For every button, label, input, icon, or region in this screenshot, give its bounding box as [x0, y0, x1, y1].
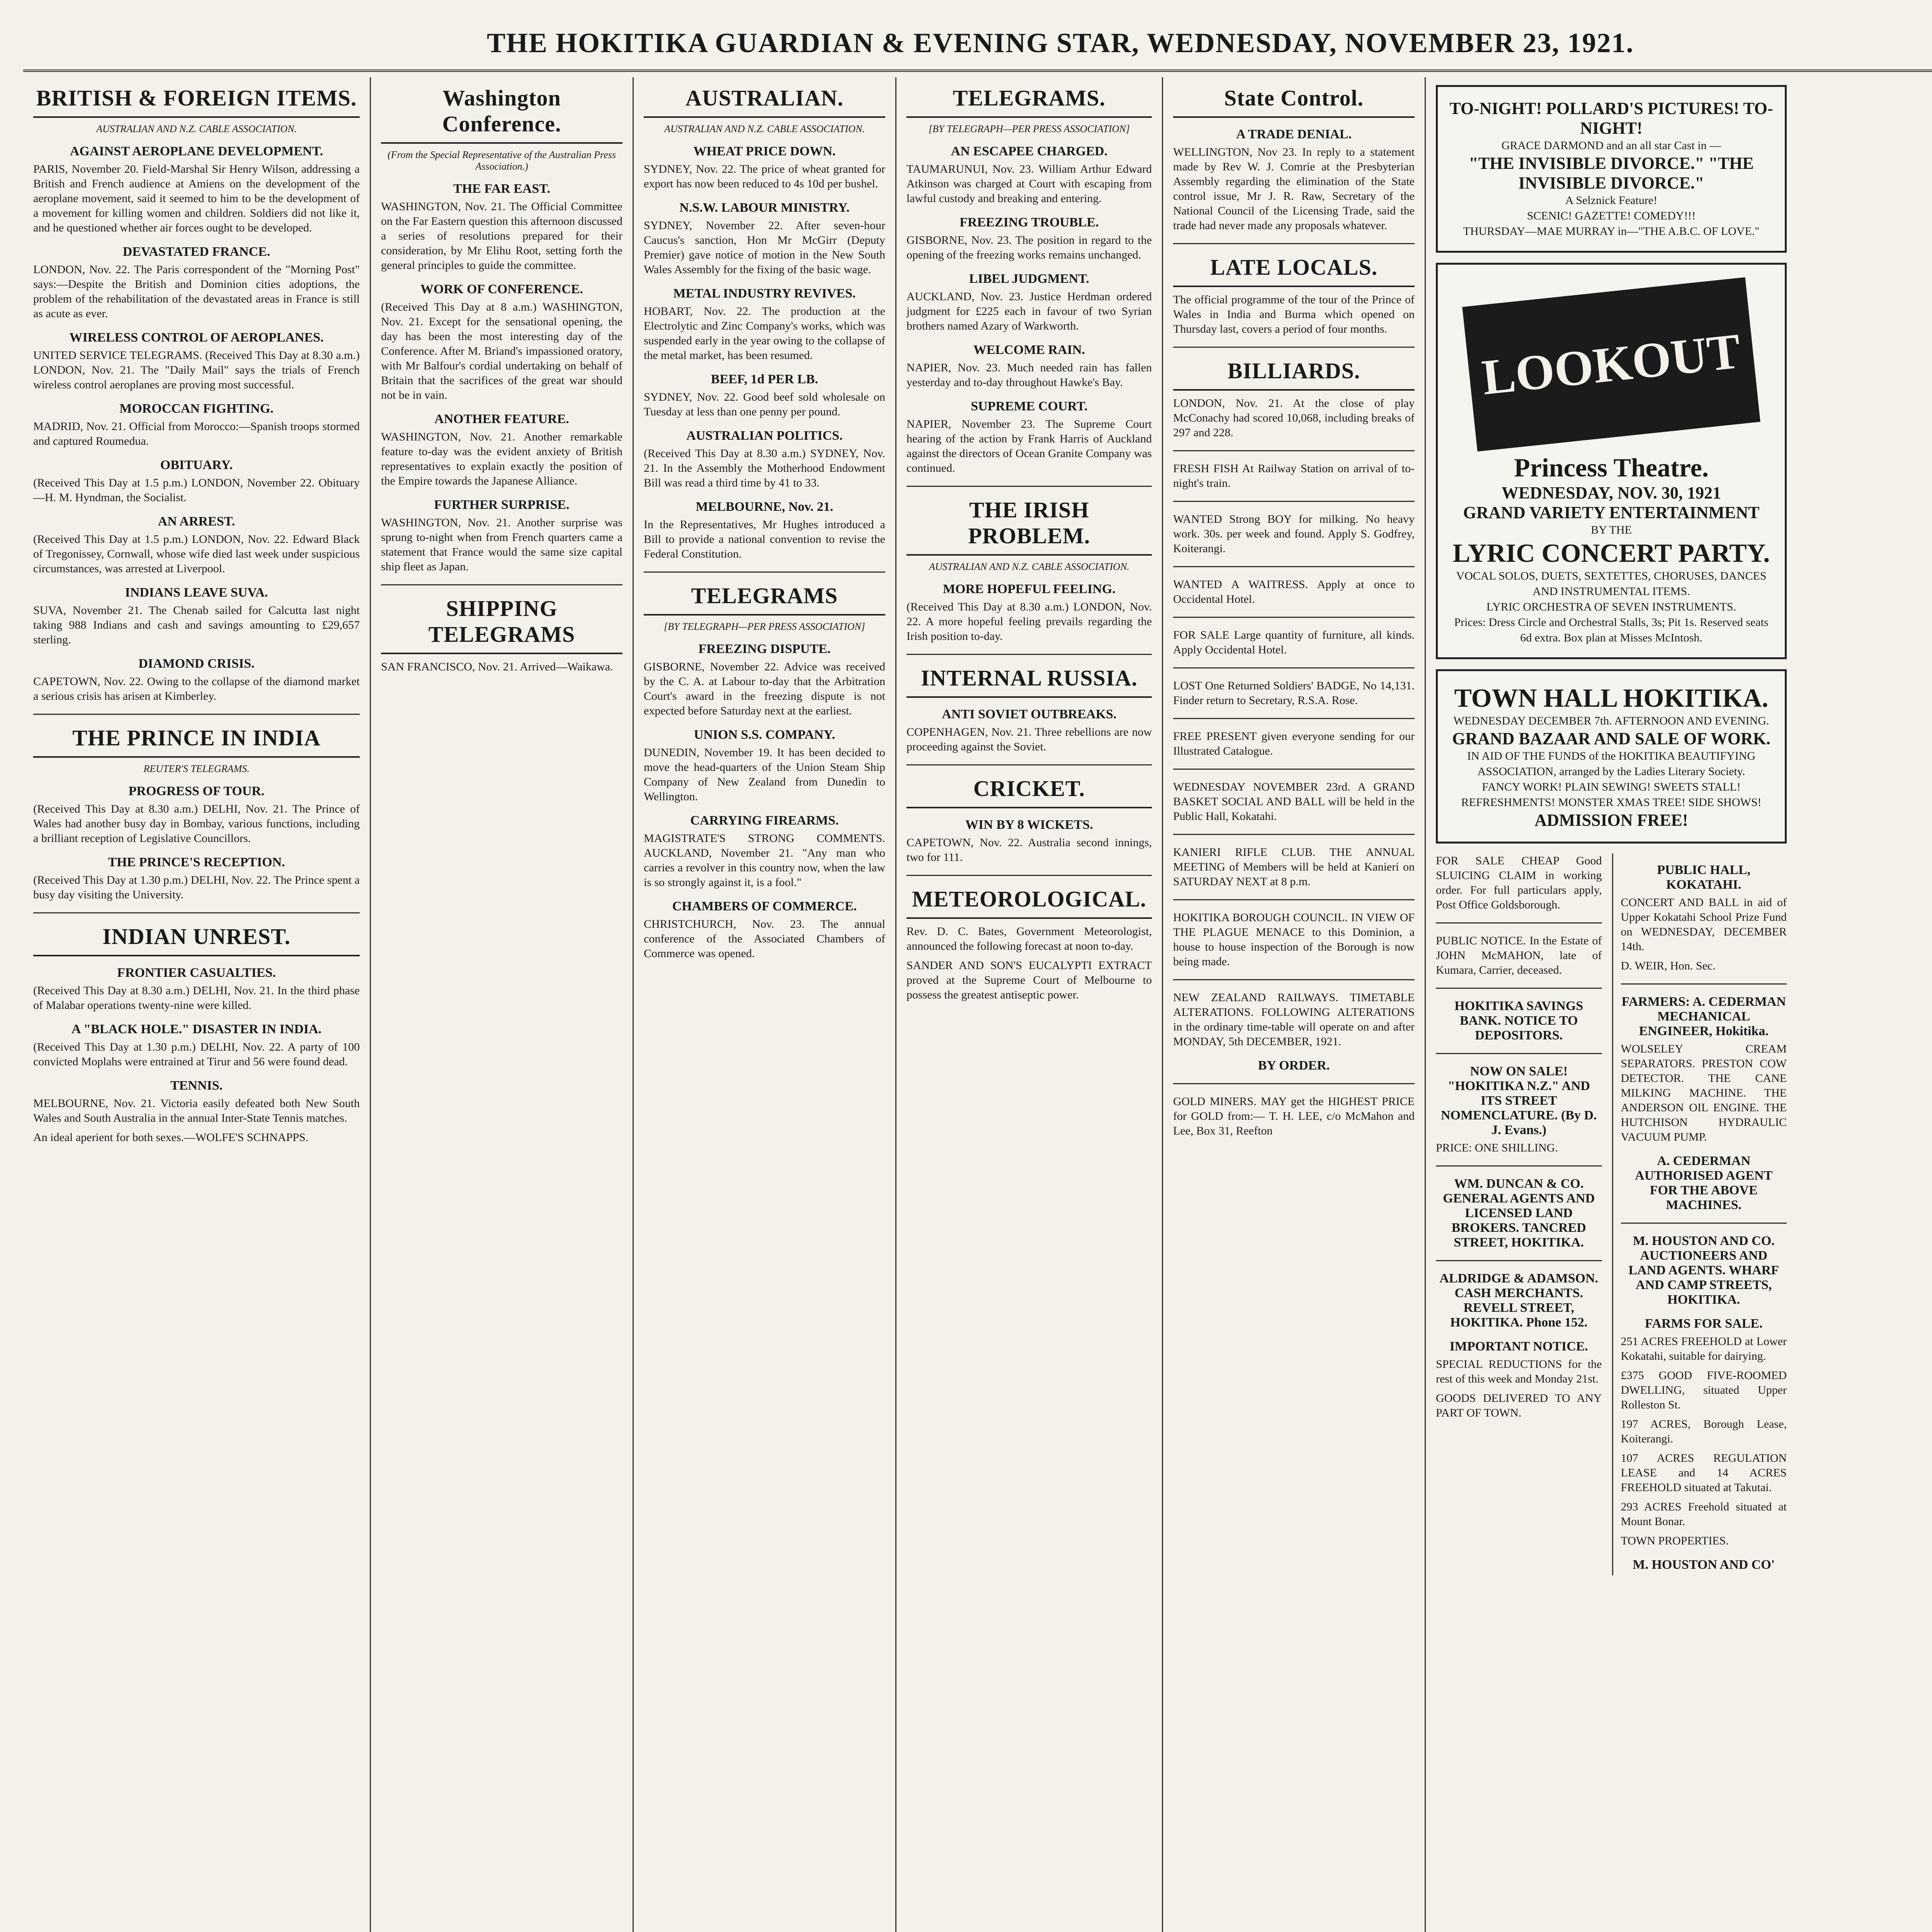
article-title: CARRYING FIREARMS.	[690, 813, 839, 828]
divider	[906, 654, 1152, 655]
section-heading: Washington Conference.	[381, 85, 622, 144]
classified-ad: TOWN PROPERTIES.	[1621, 1534, 1729, 1547]
section-source: [BY TELEGRAPH—PER PRESS ASSOCIATION]	[664, 621, 865, 632]
section-source: AUSTRALIAN AND N.Z. CABLE ASSOCIATION.	[664, 123, 865, 134]
article-text: (Received This Day at 8.30 a.m.) SYDNEY, Nov. 21. In the Assembly the Motherhood Endowment Bill was read a third time by 41 to 33.	[644, 447, 885, 489]
divider	[906, 764, 1152, 765]
divider	[1173, 899, 1415, 900]
lookout-graphic: LOOKOUT	[1462, 277, 1760, 452]
divider	[1436, 1260, 1602, 1261]
section-heading: INDIAN UNREST.	[33, 923, 360, 956]
article-title: MELBOURNE, Nov. 21.	[696, 500, 833, 514]
article-text: HOBART, Nov. 22. The production at the Electrolytic and Zinc Company's works, which was suspended early in the year owing to the collapse of the metal market, has been resumed.	[644, 305, 885, 362]
article-title: UNION S.S. COMPANY.	[694, 728, 835, 742]
classified-ad: IMPORTANT NOTICE.	[1449, 1339, 1588, 1354]
article-text: (Received This Day at 1.5 p.m.) LONDON, Nov. 22. Edward Black of Tregonissey, Cornwall, whose wife died last week under suspicious circumstances, was arrested at Liverpool.	[33, 533, 360, 575]
classified-ad: 251 ACRES FREEHOLD at Lower Kokatahi, suitable for dairying.	[1621, 1335, 1787, 1362]
princess-theatre-ad	[1436, 263, 1787, 659]
classified-ad: M. HOUSTON AND CO'	[1633, 1558, 1775, 1572]
section-source: AUSTRALIAN AND N.Z. CABLE ASSOCIATION.	[96, 123, 297, 134]
divider	[33, 714, 360, 715]
section-heading: THE PRINCE IN INDIA	[33, 725, 360, 758]
article-title: PROGRESS OF TOUR.	[128, 784, 265, 798]
article-title: FREEZING DISPUTE.	[698, 642, 831, 656]
townhall-bazaar: GRAND BAZAAR AND SALE OF WORK.	[1452, 729, 1770, 748]
article-title: MOROCCAN FIGHTING.	[119, 401, 274, 416]
section-source: AUSTRALIAN AND N.Z. CABLE ASSOCIATION.	[929, 561, 1129, 572]
classified-ad: WANTED Strong BOY for milking. No heavy work. 30s. per week and found. Apply S. Godfrey, Koiterangi.	[1173, 513, 1415, 555]
classified-ad: FOR SALE Large quantity of furniture, all kinds. Apply Occidental Hotel.	[1173, 629, 1415, 656]
column-washington-conference	[371, 77, 634, 1932]
article-title: BEEF, 1d PER LB.	[711, 372, 818, 386]
theatre-details: VOCAL SOLOS, DUETS, SEXTETTES, CHORUSES, DANCES AND INSTRUMENTAL ITEMS.	[1456, 570, 1767, 598]
article-text: UNITED SERVICE TELEGRAMS. (Received This Day at 8.30 a.m.) LONDON, Nov. 21. The "Daily Mail" says the trials of French wireless control aeroplanes are proving most successful.	[33, 349, 360, 391]
section-source: REUTER'S TELEGRAMS.	[143, 763, 250, 774]
article-text: SUVA, November 21. The Chenab sailed for Calcutta last night taking 988 Indians and cash and savings amounting to £29,657 sterling.	[33, 604, 360, 646]
column-telegrams	[896, 77, 1163, 1932]
cinema-line: SCENIC! GAZETTE! COMEDY!!!	[1527, 209, 1696, 222]
article-text: Rev. D. C. Bates, Government Meteorologist, announced the following forecast at noon to-day.	[906, 925, 1152, 952]
article-text: CAPETOWN, Nov. 22. Australia second innings, two for 111.	[906, 836, 1152, 864]
article-text: The official programme of the tour of the Prince of Wales in India and Burma which opened on Thursday last, covers a period of four months.	[1173, 293, 1415, 335]
section-heading: LATE LOCALS.	[1173, 254, 1415, 287]
divider	[1621, 1223, 1787, 1224]
article-text: COPENHAGEN, Nov. 21. Three rebellions are now proceeding against the Soviet.	[906, 726, 1152, 753]
section-source: (From the Special Representative of the Australian Press Association.)	[388, 149, 616, 172]
article-text: MELBOURNE, Nov. 21. Victoria easily defeated both New South Wales and South Australia in the annual Inter-State Tennis matches.	[33, 1097, 360, 1124]
divider	[1436, 922, 1602, 923]
classified-ad: 197 ACRES, Borough Lease, Koiterangi.	[1621, 1418, 1787, 1445]
cinema-line: THURSDAY—MAE MURRAY in—"THE A.B.C. OF LOVE."	[1463, 225, 1760, 238]
theatre-orchestra: LYRIC ORCHESTRA OF SEVEN INSTRUMENTS.	[1486, 600, 1736, 613]
section-heading: BRITISH & FOREIGN ITEMS.	[33, 85, 360, 118]
divider	[1621, 983, 1787, 985]
article-text: (Received This Day at 8.30 a.m.) DELHI, Nov. 21. In the third phase of Malabar operations twenty-nine were killed.	[33, 984, 360, 1012]
classified-ad: 293 ACRES Freehold situated at Mount Bonar.	[1621, 1500, 1787, 1528]
article-title: OBITUARY.	[160, 458, 233, 472]
article-title: INDIANS LEAVE SUVA.	[125, 585, 268, 600]
article-title: THE FAR EAST.	[453, 182, 550, 196]
theatre-name: Princess Theatre.	[1514, 453, 1709, 482]
classified-ad: WOLSELEY CREAM SEPARATORS. PRESTON COW DETECTOR. THE CANE MILKING MACHINE. THE ANDERSON OIL ENGINE. THE HUTCHISON HYDRAULIC VACUUM PUMP.	[1621, 1043, 1787, 1143]
article-text: SANDER AND SON'S EUCALYPTI EXTRACT proved at the Supreme Court of Melbourne to possess the greatest antiseptic power.	[906, 959, 1152, 1001]
column-state-control	[1163, 77, 1426, 1932]
cinema-feature: "THE INVISIBLE DIVORCE." "THE INVISIBLE DIVORCE."	[1469, 154, 1754, 192]
townhall-aid: IN AID OF THE FUNDS of the HOKITIKA BEAUTIFYING ASSOCIATION, arranged by the Ladies Literary Society.	[1467, 750, 1756, 778]
article-text: WELLINGTON, Nov 23. In reply to a statement made by Rev W. J. Comrie at the Presbyterian Assembly regarding the elimination of the State control issue, Mr J. R. Raw, Secretary of the National Council of the Licensing Trade, said the trade had never made any proposals whatever.	[1173, 146, 1415, 232]
section-heading: TELEGRAMS.	[906, 85, 1152, 118]
classified-ad: SPECIAL REDUCTIONS for the rest of this week and Monday 21st.	[1436, 1358, 1602, 1385]
article-title: THE PRINCE'S RECEPTION.	[108, 855, 285, 869]
article-title: N.S.W. LABOUR MINISTRY.	[679, 201, 850, 215]
article-title: A TRADE DENIAL.	[1236, 127, 1352, 141]
article-text: SYDNEY, Nov. 22. Good beef sold wholesale on Tuesday at less than one penny per pound.	[644, 391, 885, 418]
article-title: SUPREME COURT.	[971, 399, 1088, 413]
column-british-foreign	[23, 77, 371, 1932]
article-title: WIRELESS CONTROL OF AEROPLANES.	[69, 330, 324, 345]
article-text: SAN FRANCISCO, Nov. 21. Arrived—Waikawa.	[381, 660, 613, 673]
article-title: METAL INDUSTRY REVIVES.	[673, 286, 856, 301]
cinema-line: GRACE DARMOND and an all star Cast in —	[1501, 139, 1721, 152]
article-text: PARIS, November 20. Field-Marshal Sir Henry Wilson, addressing a British and French audience at Amiens on the development of the aeroplane movement, said it seemed to him to be the development of a movement for killing women and children. Soldiers did not like it, and he questioned whether air forces ought to be developed.	[33, 163, 360, 234]
section-heading: TELEGRAMS	[644, 583, 885, 616]
classified-ad: PRICE: ONE SHILLING.	[1436, 1141, 1558, 1154]
article-text: SYDNEY, November 22. After seven-hour Caucus's sanction, Hon Mr McGirr (Deputy Premier) gave notice of motion in the New South Wales Assembly for the fixing of the basic wage.	[644, 219, 885, 276]
classified-ad: ALDRIDGE & ADAMSON. CASH MERCHANTS. REVELL STREET, HOKITIKA. Phone 152.	[1439, 1271, 1599, 1330]
article-title: A "BLACK HOLE." DISASTER IN INDIA.	[71, 1022, 322, 1036]
section-heading: SHIPPING TELEGRAMS	[381, 595, 622, 654]
article-text: AUCKLAND, Nov. 23. Justice Herdman ordered judgment for £225 each in favour of two Syrian brothers named Azary of Warkworth.	[906, 290, 1152, 332]
townhall-admission: ADMISSION FREE!	[1534, 811, 1688, 830]
article-title: CHAMBERS OF COMMERCE.	[672, 899, 857, 913]
column-australian	[634, 77, 896, 1932]
classified-ad: KANIERI RIFLE CLUB. THE ANNUAL MEETING of Members will be held at Kanieri on SATURDAY NEXT at 8 p.m.	[1173, 846, 1415, 888]
theatre-by: BY THE	[1591, 524, 1632, 536]
article-text: WASHINGTON, Nov. 21. The Official Committee on the Far Eastern question this afternoon discussed a series of resolutions prepared for their consideration, by Mr Elihu Root, setting forth the general principles to guide the committee.	[381, 200, 622, 272]
classified-ad: FOR SALE CHEAP Good SLUICING CLAIM in working order. For full particulars apply, Post Office Goldsborough.	[1436, 854, 1602, 911]
lower-ads	[1436, 854, 1787, 1575]
classified-ad: HOKITIKA BOROUGH COUNCIL. IN VIEW OF THE PLAGUE MENACE to this Dominion, a house to house inspection of the Borough is now being made.	[1173, 911, 1415, 968]
divider	[1173, 718, 1415, 719]
town-hall-ad	[1436, 669, 1787, 844]
classified-ad: 107 ACRES REGULATION LEASE and 14 ACRES FREEHOLD situated at Takutai.	[1621, 1452, 1787, 1494]
cinema-line: TO-NIGHT! POLLARD'S PICTURES! TO-NIGHT!	[1449, 99, 1773, 138]
article-text: GISBORNE, November 22. Advice was received by the C. A. at Labour to-day that the Arbitration Court's award in the freezing dispute is not expected before Saturday next at the earliest.	[644, 660, 885, 717]
footer-ad: An ideal aperient for both sexes.—WOLFE'S SCHNAPPS.	[33, 1131, 309, 1144]
section-heading: METEOROLOGICAL.	[906, 886, 1152, 919]
article-text: NAPIER, Nov. 23. Much needed rain has fallen yesterday and to-day throughout Hawke's Bay.	[906, 361, 1152, 389]
townhall-date: WEDNESDAY DECEMBER 7th. AFTERNOON AND EVENING.	[1453, 714, 1769, 727]
article-text: (Received This Day at 8 a.m.) WASHINGTON, Nov. 21. Except for the sensational opening, the day has been the most interesting day of the Conference. After M. Briand's impassioned oratory, with Mr Balfour's cordial undertaking on behalf of Britain that the sacrifices of the great war should not be in vain.	[381, 301, 622, 401]
article-title: FURTHER SURPRISE.	[434, 498, 570, 512]
article-text: MADRID, Nov. 21. Official from Morocco:—Spanish troops stormed and captured Roumedua.	[33, 420, 360, 447]
cinema-line: A Selznick Feature!	[1565, 194, 1658, 207]
section-heading: CRICKET.	[906, 776, 1152, 808]
article-title: DEVASTATED FRANCE.	[122, 245, 270, 259]
section-heading: BILLIARDS.	[1173, 358, 1415, 391]
classified-ad: D. WEIR, Hon. Sec.	[1621, 959, 1716, 972]
divider	[1173, 566, 1415, 567]
article-text: WASHINGTON, Nov. 21. Another surprise was sprung to-night when from French quarters came a statement that France would the same size capital ship fleet as Japan.	[381, 516, 622, 573]
theatre-grand: GRAND VARIETY ENTERTAINMENT	[1463, 503, 1760, 522]
ads-left	[1436, 854, 1602, 1575]
section-heading: THE IRISH PROBLEM.	[906, 497, 1152, 556]
divider	[1436, 988, 1602, 989]
classified-ad: PUBLIC NOTICE. In the Estate of JOHN McMAHON, late of Kumara, Carrier, deceased.	[1436, 934, 1602, 976]
article-text: (Received This Day at 1.30 p.m.) DELHI, Nov. 22. The Prince spent a busy day visiting the University.	[33, 874, 360, 901]
article-text: MAGISTRATE'S STRONG COMMENTS. AUCKLAND, November 21. "Any man who carries a revolver in this country now, when the law is so strongly against it, is a fool."	[644, 832, 885, 889]
article-title: ANTI SOVIET OUTBREAKS.	[942, 707, 1117, 721]
classified-ad: FRESH FISH At Railway Station on arrival of to-night's train.	[1173, 462, 1415, 490]
article-text: WASHINGTON, Nov. 21. Another remarkable feature to-day was the evident anxiety of British representatives to explain exactly the position of the Empire towards the Japanese Alliance.	[381, 430, 622, 487]
section-heading: AUSTRALIAN.	[644, 85, 885, 118]
classified-ad: M. HOUSTON AND CO. AUCTIONEERS AND LAND AGENTS. WHARF AND CAMP STREETS, HOKITIKA.	[1628, 1234, 1779, 1307]
article-text: GISBORNE, Nov. 23. The position in regard to the opening of the freezing works remains unchanged.	[906, 234, 1152, 261]
classified-ad: LOST One Returned Soldiers' BADGE, No 14,131. Finder return to Secretary, R.S.A. Rose.	[1173, 679, 1415, 707]
article-text: In the Representatives, Mr Hughes introduced a Bill to provide a national convention to revise the Federal Constitution.	[644, 518, 885, 560]
divider	[1173, 617, 1415, 618]
pollards-pictures-ad	[1436, 85, 1787, 253]
article-title: AUSTRALIAN POLITICS.	[686, 429, 843, 443]
article-title: WELCOME RAIN.	[973, 343, 1085, 357]
article-text: SYDNEY, Nov. 22. The price of wheat granted for export has now been reduced to 4s 10d per bushel.	[644, 163, 885, 190]
article-title: AN ESCAPEE CHARGED.	[951, 144, 1108, 158]
divider	[1436, 1053, 1602, 1054]
theatre-prices: Prices: Dress Circle and Orchestral Stalls, 3s; Pit 1s. Reserved seats 6d extra. Box plan at Misses McIntosh.	[1454, 616, 1769, 644]
divider	[1436, 1165, 1602, 1167]
classified-ad: GOODS DELIVERED TO ANY PART OF TOWN.	[1436, 1392, 1602, 1419]
article-text: CAPETOWN, Nov. 22. Owing to the collapse of the diamond market a serious crisis has arisen at Kimberley.	[33, 675, 360, 702]
section-heading: State Control.	[1173, 85, 1415, 118]
article-title: MORE HOPEFUL FEELING.	[943, 582, 1116, 596]
article-title: AGAINST AEROPLANE DEVELOPMENT.	[70, 144, 323, 158]
article-text: NAPIER, November 23. The Supreme Court hearing of the action by Frank Harris of Auckland against the directors of Ocean Granite Company was continued.	[906, 418, 1152, 474]
section-heading: INTERNAL RUSSIA.	[906, 665, 1152, 698]
article-text: (Received This Day at 1.5 p.m.) LONDON, November 22. Obituary—H. M. Hyndman, the Socialist.	[33, 476, 360, 504]
divider	[1173, 243, 1415, 244]
classified-ad: PUBLIC HALL, KOKATAHI.	[1657, 863, 1751, 892]
article-title: DIAMOND CRISIS.	[138, 656, 255, 671]
divider	[1173, 501, 1415, 502]
divider	[906, 486, 1152, 487]
newspaper-title: THE HOKITIKA GUARDIAN & EVENING STAR, WEDNESDAY, NOVEMBER 23, 1921.	[487, 27, 1634, 58]
townhall-title: TOWN HALL HOKITIKA.	[1454, 683, 1769, 713]
article-title: LIBEL JUDGMENT.	[969, 272, 1090, 286]
article-title: FRONTIER CASUALTIES.	[117, 966, 276, 980]
classified-ad: FARMERS: A. CEDERMAN MECHANICAL ENGINEER, Hokitika.	[1621, 995, 1786, 1038]
classified-ad: NOW ON SALE! "HOKITIKA N.Z." AND ITS STREET NOMENCLATURE. (By D. J. Evans.)	[1440, 1064, 1597, 1137]
divider	[906, 875, 1152, 876]
divider	[1173, 769, 1415, 770]
masthead	[23, 15, 1932, 72]
article-title: ANOTHER FEATURE.	[434, 412, 569, 426]
article-title: WIN BY 8 WICKETS.	[965, 818, 1093, 832]
classified-ad: WEDNESDAY NOVEMBER 23rd. A GRAND BASKET SOCIAL AND BALL will be held in the Public Hall, Kokatahi.	[1173, 781, 1415, 823]
classified-ad: WANTED A WAITRESS. Apply at once to Occidental Hotel.	[1173, 578, 1415, 605]
classified-ad: GOLD MINERS. MAY get the HIGHEST PRICE for GOLD from:— T. H. LEE, c/o McMahon and Lee, Box 31, Reefton	[1173, 1095, 1415, 1137]
theatre-date: WEDNESDAY, NOV. 30, 1921	[1501, 483, 1721, 502]
article-text: LONDON, Nov. 21. At the close of play McConachy had scored 10,068, including breaks of 297 and 228.	[1173, 397, 1415, 439]
classified-ad: WM. DUNCAN & CO. GENERAL AGENTS AND LICENSED LAND BROKERS. TANCRED STREET, HOKITIKA.	[1443, 1177, 1595, 1250]
article-text: (Received This Day at 1.30 p.m.) DELHI, Nov. 22. A party of 100 convicted Moplahs were entrained at Tirur and 56 were found dead.	[33, 1041, 360, 1068]
divider	[1173, 347, 1415, 348]
article-title: TENNIS.	[170, 1078, 223, 1093]
divider	[1173, 667, 1415, 668]
divider	[1173, 979, 1415, 980]
ad-heading: BY ORDER.	[1258, 1058, 1330, 1073]
article-title: WHEAT PRICE DOWN.	[693, 144, 836, 158]
article-text: LONDON, Nov. 22. The Paris correspondent of the "Morning Post" says:—Despite the British and Dominion cities adoptions, the problem of the rehabilitation of the devastated areas in France is still as acute as ever.	[33, 263, 360, 320]
classified-ad: HOKITIKA SAVINGS BANK. NOTICE TO DEPOSITORS.	[1454, 999, 1583, 1043]
article-title: FREEZING TROUBLE.	[959, 215, 1099, 230]
theatre-party: LYRIC CONCERT PARTY.	[1452, 538, 1770, 568]
section-source: [BY TELEGRAPH—PER PRESS ASSOCIATION]	[929, 123, 1130, 134]
divider	[1173, 834, 1415, 835]
classified-ad: FARMS FOR SALE.	[1645, 1316, 1763, 1331]
article-text: (Received This Day at 8.30 a.m.) LONDON, Nov. 22. A more hopeful feeling prevails regarding the Irish position to-day.	[906, 600, 1152, 643]
article-title: AN ARREST.	[158, 514, 235, 529]
article-text: TAUMARUNUI, Nov. 23. William Arthur Edward Atkinson was charged at Court with escaping from lawful custody and breaking and entering.	[906, 163, 1152, 205]
townhall-stalls: FANCY WORK! PLAIN SEWING! SWEETS STALL! REFRESHMENTS! MONSTER XMAS TREE! SIDE SHOWS!	[1461, 781, 1762, 809]
divider	[33, 912, 360, 913]
article-text: DUNEDIN, November 19. It has been decided to move the head-quarters of the Union Steam Ship Company of New Zealand from Dunedin to Wellington.	[644, 746, 885, 803]
article-title: WORK OF CONFERENCE.	[420, 282, 583, 296]
article-text: CHRISTCHURCH, Nov. 23. The annual conference of the Associated Chambers of Commerce was opened.	[644, 918, 885, 960]
ads-right	[1612, 854, 1787, 1575]
classified-ad: CONCERT AND BALL in aid of Upper Kokatahi School Prize Fund on WEDNESDAY, DECEMBER 14th.	[1621, 896, 1787, 953]
divider	[644, 571, 885, 573]
classified-ad: £375 GOOD FIVE-ROOMED DWELLING, situated Upper Rolleston St.	[1621, 1369, 1787, 1411]
column-entertainments	[1426, 77, 1797, 1932]
classified-ad: NEW ZEALAND RAILWAYS. TIMETABLE ALTERATIONS. FOLLOWING ALTERATIONS in the ordinary time-table will operate on and after MONDAY, 5th DECEMBER, 1921.	[1173, 991, 1415, 1048]
article-text: (Received This Day at 8.30 a.m.) DELHI, Nov. 21. The Prince of Wales had another busy day in Bombay, various functions, including a brilliant reception of Legislative Councillors.	[33, 803, 360, 845]
divider	[1173, 450, 1415, 451]
divider	[381, 584, 622, 585]
classified-ad: FREE PRESENT given everyone sending for our Illustrated Catalogue.	[1173, 730, 1415, 757]
classified-ad: A. CEDERMAN AUTHORISED AGENT FOR THE ABOVE MACHINES.	[1635, 1154, 1773, 1212]
divider	[1173, 1083, 1415, 1084]
